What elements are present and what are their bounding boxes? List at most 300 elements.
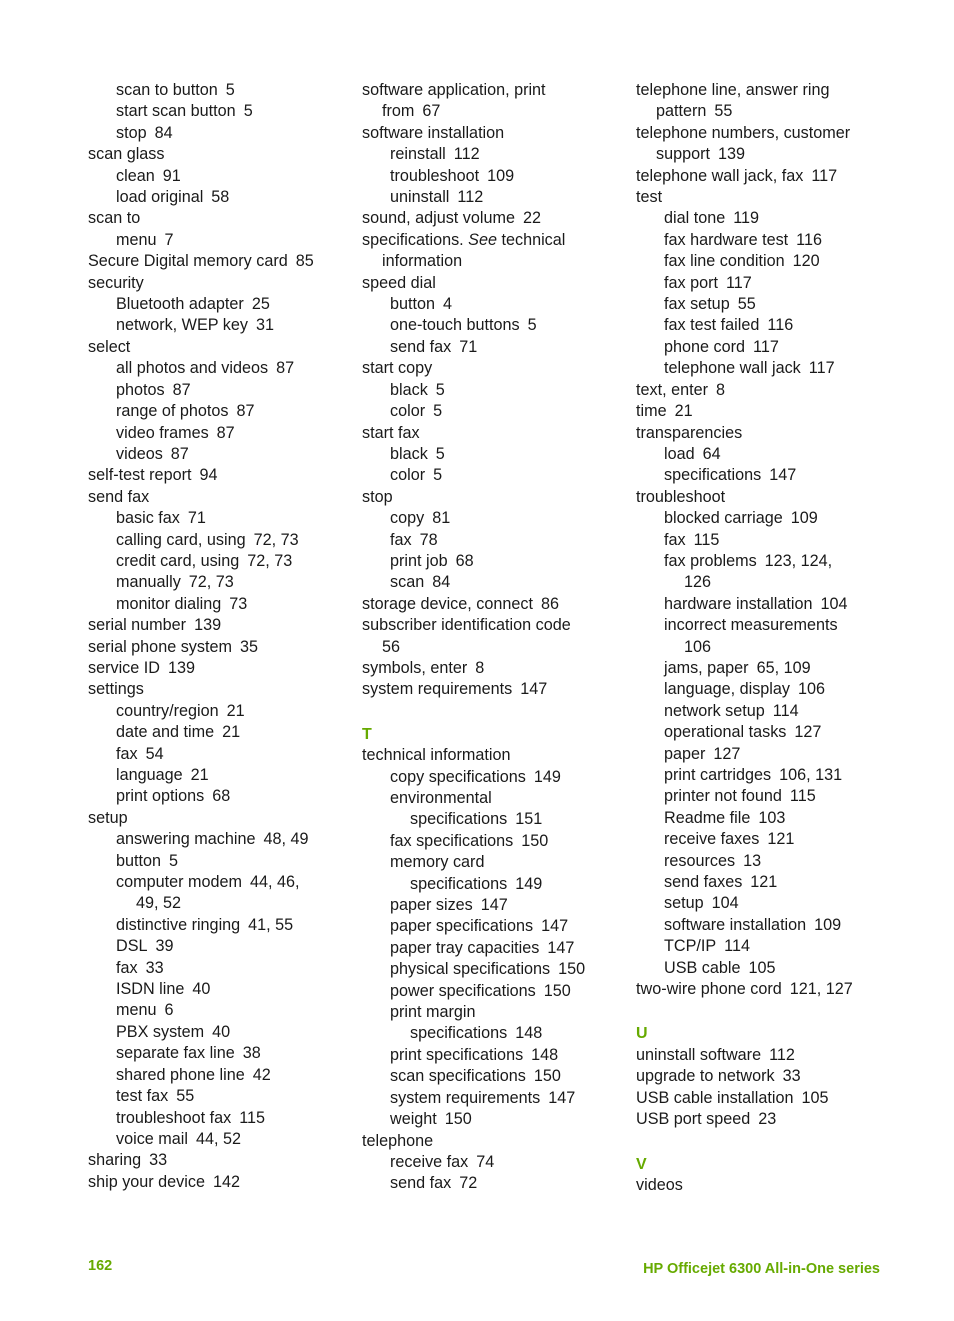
index-entry — [362, 230, 624, 251]
entry-page-link[interactable]: 84 — [432, 573, 451, 592]
entry-term: scan to — [88, 209, 141, 228]
entry-page-link[interactable]: 8 — [475, 658, 485, 677]
entry-page-link[interactable]: 72 — [459, 1174, 478, 1193]
index-subentry — [390, 959, 624, 980]
entry-term: monitor dialing — [116, 594, 222, 613]
entry-term: service ID — [88, 658, 160, 677]
index-subentry — [390, 938, 624, 959]
entry-page-link[interactable]: 33 — [145, 958, 164, 977]
entry-term: fax hardware test — [664, 230, 789, 249]
entry-page-link[interactable]: 68 — [455, 551, 474, 570]
entry-term: serial phone system — [88, 637, 232, 656]
index-subentry — [390, 380, 624, 401]
entry-page-link[interactable]: 78 — [419, 530, 438, 549]
entry-page-link[interactable]: 21 — [222, 723, 241, 742]
entry-term: load original — [116, 188, 204, 207]
index-subentry — [390, 337, 624, 358]
entry-page-link[interactable]: 106 — [798, 680, 826, 699]
index-entry — [362, 273, 624, 294]
entry-page-link[interactable]: 121 — [750, 873, 778, 892]
entry-page-link[interactable]: 149 — [515, 874, 543, 893]
index-subentry — [664, 808, 898, 829]
entry-page-link[interactable]: 84 — [154, 123, 173, 142]
entry-term: test fax — [116, 1087, 169, 1106]
entry-term: telephone wall jack — [664, 359, 801, 378]
entry-page-link[interactable]: 104 — [820, 594, 848, 613]
entry-term: jams, paper — [664, 658, 749, 677]
entry-term: pattern — [656, 102, 707, 121]
entry-page-link[interactable]: 121 — [767, 830, 795, 849]
entry-page-link[interactable]: 109 — [487, 166, 515, 185]
index-subentry — [390, 444, 624, 465]
entry-term: fax — [116, 744, 138, 763]
entry-page-link[interactable]: 48, 49 — [263, 830, 309, 849]
entry-page-link[interactable]: 112 — [769, 1045, 795, 1064]
entry-term: language, display — [664, 680, 790, 699]
entry-page-link[interactable]: 74 — [476, 1152, 495, 1171]
entry-page-link[interactable]: 109 — [790, 509, 818, 528]
index-subentry — [116, 401, 350, 422]
entry-page-link[interactable]: 64 — [702, 444, 721, 463]
entry-term: USB cable — [664, 958, 741, 977]
entry-term: software application, print — [362, 81, 546, 99]
entry-term: menu — [116, 1001, 157, 1020]
entry-page-link[interactable]: 41, 55 — [248, 915, 294, 934]
index-subentry — [116, 294, 350, 315]
index-entry — [88, 1150, 350, 1171]
entry-term: distinctive ringing — [116, 915, 241, 934]
entry-term: printer not found — [664, 787, 782, 806]
entry-term: copy specifications — [390, 767, 526, 786]
entry-page-link[interactable]: 116 — [767, 316, 794, 335]
entry-term: self-test report — [88, 466, 192, 485]
entry-term: black — [390, 380, 428, 399]
entry-page-link[interactable]: 87 — [236, 402, 255, 421]
entry-term: stop — [362, 487, 393, 506]
entry-term: print cartridges — [664, 766, 772, 784]
index-entry — [636, 123, 898, 144]
entry-page-link[interactable]: 112 — [453, 145, 480, 164]
entry-term: ship your device — [88, 1172, 205, 1191]
entry-term: dial tone — [664, 209, 726, 228]
entry-term: scan glass — [88, 145, 165, 164]
entry-page-link[interactable]: 81 — [432, 509, 451, 528]
index-subentry — [390, 572, 624, 593]
entry-term: operational tasks — [664, 723, 787, 742]
index-subentry — [390, 465, 624, 486]
index-subentry — [664, 315, 898, 336]
entry-page-link[interactable]: 121, 127 — [789, 980, 853, 999]
index-entry — [88, 208, 350, 229]
entry-page-link[interactable]: 44, 46, — [249, 873, 300, 892]
index-entry — [362, 1131, 624, 1152]
entry-term: menu — [116, 230, 157, 249]
entry-term: send fax — [390, 337, 452, 356]
index-entry — [362, 658, 624, 679]
entry-page-link[interactable]: 94 — [199, 466, 218, 485]
index-subentry — [116, 530, 350, 551]
entry-term: fax setup — [664, 295, 730, 314]
entry-term: storage device, connect — [362, 594, 533, 613]
entry-page-link[interactable]: 33 — [149, 1151, 168, 1170]
entry-page-link[interactable]: 139 — [167, 658, 195, 677]
index-continuation — [136, 893, 350, 914]
entry-page-link[interactable]: 87 — [172, 380, 191, 399]
index-subentry — [116, 572, 350, 593]
index-subentry — [116, 315, 350, 336]
entry-page-link[interactable]: 115 — [693, 530, 720, 549]
index-entry — [636, 401, 898, 422]
entry-term: troubleshoot — [636, 487, 726, 506]
entry-page-link[interactable]: 148 — [515, 1024, 543, 1043]
entry-page-link[interactable]: 71 — [459, 337, 478, 356]
index-subentry — [116, 358, 350, 379]
index-continuation — [684, 637, 898, 658]
entry-page-link[interactable]: 127 — [713, 744, 741, 763]
entry-page-link[interactable]: 8 — [715, 380, 725, 399]
entry-page-link[interactable]: 40 — [192, 980, 211, 999]
entry-page-link[interactable]: 139 — [194, 616, 222, 635]
entry-page-link[interactable]: 25 — [251, 295, 270, 314]
index-entry — [636, 187, 898, 208]
entry-page-link[interactable]: 40 — [212, 1022, 231, 1041]
entry-term: troubleshoot fax — [116, 1108, 232, 1127]
entry-page-link[interactable]: 13 — [743, 851, 762, 870]
entry-term: date and time — [116, 723, 215, 742]
index-subentry — [664, 594, 898, 615]
entry-term: telephone numbers, customer — [636, 123, 851, 142]
entry-page-link[interactable]: 103 — [758, 808, 786, 827]
index-subentry — [116, 744, 350, 765]
entry-page-link[interactable]: 5 — [527, 316, 537, 335]
entry-term: security — [88, 273, 144, 292]
index-subentry — [116, 594, 350, 615]
index-subentry — [664, 230, 898, 251]
index-subentry — [664, 358, 898, 379]
index-entry — [88, 615, 350, 636]
entry-page-link[interactable]: 109 — [814, 915, 842, 934]
index-continuation — [410, 874, 624, 895]
entry-page-link[interactable]: 127 — [794, 723, 822, 742]
index-continuation — [656, 144, 898, 165]
entry-page-link[interactable]: 5 — [435, 444, 445, 463]
index-subentry — [390, 767, 624, 788]
entry-page-link[interactable]: 112 — [457, 188, 484, 207]
entry-term: troubleshoot — [390, 166, 480, 185]
entry-page-link[interactable]: 67 — [422, 102, 441, 121]
entry-page-link[interactable]: 72, 73 — [253, 530, 299, 549]
index-subentry — [390, 852, 624, 873]
index-entry — [362, 80, 624, 101]
index-subentry — [390, 1045, 624, 1066]
entry-term: software installation — [664, 915, 807, 934]
index-entry — [636, 979, 898, 1000]
index-entry — [88, 144, 350, 165]
entry-term: one-touch buttons — [390, 316, 520, 335]
index-subentry — [390, 530, 624, 551]
entry-term: scan — [390, 573, 425, 592]
entry-term: memory card — [390, 853, 485, 872]
index-column-2 — [362, 80, 624, 1195]
entry-page-link[interactable]: 44, 52 — [195, 1129, 241, 1148]
entry-page-link[interactable]: 21 — [674, 402, 693, 421]
index-subentry — [116, 423, 350, 444]
entry-term: setup — [88, 808, 128, 827]
section-letter-t: T — [362, 725, 372, 743]
index-subentry — [390, 166, 624, 187]
entry-term: serial number — [88, 616, 187, 635]
entry-page-link[interactable]: 5 — [433, 466, 443, 485]
entry-term: speed dial — [362, 273, 436, 292]
index-subentry — [390, 1088, 624, 1109]
index-entry — [636, 487, 898, 508]
index-continuation — [410, 809, 624, 830]
entry-page-link[interactable]: 38 — [242, 1044, 261, 1063]
entry-page-link[interactable]: 114 — [772, 701, 799, 720]
entry-page-link[interactable]: 117 — [811, 166, 838, 185]
entry-page-link[interactable]: 54 — [145, 744, 164, 763]
index-subentry — [664, 829, 898, 850]
entry-term: basic fax — [116, 509, 180, 528]
entry-page-link[interactable]: 150 — [521, 831, 549, 850]
index-subentry — [390, 1152, 624, 1173]
index-entry — [88, 637, 350, 658]
entry-term: sharing — [88, 1151, 142, 1170]
entry-term: receive faxes — [664, 830, 760, 849]
entry-page-link[interactable]: 147 — [520, 680, 548, 699]
entry-term: upgrade to network — [636, 1067, 775, 1086]
entry-term: from — [382, 102, 415, 121]
index-subentry — [664, 679, 898, 700]
entry-term: shared phone line — [116, 1065, 245, 1084]
entry-page-link[interactable]: 72, 73 — [188, 573, 234, 592]
entry-term: network setup — [664, 701, 765, 720]
index-subentry — [116, 551, 350, 572]
index-entry — [636, 380, 898, 401]
entry-page-link[interactable]: 55 — [176, 1087, 195, 1106]
index-subentry — [664, 444, 898, 465]
entry-page-link[interactable]: 5 — [225, 81, 235, 99]
entry-term: telephone — [362, 1131, 434, 1150]
entry-term: manually — [116, 573, 181, 592]
entry-page-link[interactable]: 5 — [433, 402, 443, 421]
index-subentry — [390, 294, 624, 315]
entry-page-link[interactable]: 147 — [541, 917, 569, 936]
index-subentry — [116, 765, 350, 786]
entry-page-link[interactable]: 114 — [724, 937, 750, 956]
entry-page-link[interactable]: 119 — [733, 209, 760, 228]
entry-page-link[interactable]: 150 — [558, 960, 586, 979]
entry-term: uninstall software — [636, 1045, 762, 1064]
index-subentry — [664, 872, 898, 893]
index-continuation — [656, 101, 898, 122]
entry-page-link[interactable]: 6 — [164, 1001, 174, 1020]
entry-page-link[interactable]: 148 — [531, 1045, 559, 1064]
entry-term: color — [390, 466, 426, 485]
entry-term: TCP/IP — [664, 937, 717, 956]
entry-page-link[interactable]: 21 — [226, 701, 245, 720]
entry-term: start scan button — [116, 102, 236, 121]
entry-term: fax specifications — [390, 831, 514, 850]
index-entry — [88, 273, 350, 294]
index-subentry — [116, 936, 350, 957]
index-entry — [88, 679, 350, 700]
entry-page-link[interactable]: 150 — [533, 1067, 561, 1086]
entry-page-link[interactable]: 106, 131 — [779, 766, 843, 784]
entry-page-link[interactable]: 147 — [548, 1088, 576, 1107]
entry-page-link[interactable]: 150 — [543, 981, 571, 1000]
entry-page-link[interactable]: 73 — [229, 594, 248, 613]
entry-term: send fax — [390, 1174, 452, 1193]
entry-term: specifications — [410, 810, 508, 829]
index-subentry — [390, 916, 624, 937]
entry-term: two-wire phone cord — [636, 980, 782, 999]
entry-page-link[interactable]: 31 — [255, 316, 274, 335]
entry-page-link[interactable]: 86 — [540, 594, 559, 613]
index-subentry — [116, 1022, 350, 1043]
index-subentry — [390, 508, 624, 529]
index-entry — [362, 208, 624, 229]
entry-page-link[interactable]: 150 — [444, 1110, 472, 1129]
entry-page-link[interactable]: 116 — [796, 230, 822, 249]
index-subentry — [390, 831, 624, 852]
index-subentry — [116, 1043, 350, 1064]
entry-term: technical information — [362, 746, 511, 765]
index-entry — [88, 337, 350, 358]
entry-page-link[interactable]: 105 — [801, 1088, 829, 1107]
entry-term: Readme file — [664, 808, 751, 827]
index-subentry — [390, 1109, 624, 1130]
index-subentry — [116, 444, 350, 465]
entry-page-link[interactable]: 87 — [216, 423, 235, 442]
entry-page-link[interactable]: 7 — [164, 230, 174, 249]
entry-term: range of photos — [116, 402, 229, 421]
index-subentry — [664, 744, 898, 765]
entry-term: start copy — [362, 359, 433, 378]
index-subentry — [390, 1002, 624, 1023]
entry-page-link[interactable]: 39 — [155, 937, 174, 956]
entry-page-link[interactable]: 87 — [276, 359, 295, 378]
entry-page-link[interactable]: 65, 109 — [756, 658, 811, 677]
index-entry — [636, 166, 898, 187]
index-continuation — [684, 572, 898, 593]
index-subentry — [116, 829, 350, 850]
entry-term: copy — [390, 509, 425, 528]
entry-page-link[interactable]: 117 — [726, 273, 752, 292]
entry-term: environmental — [390, 789, 492, 807]
index-subentry — [664, 615, 898, 636]
entry-page-link[interactable]: 147 — [480, 896, 508, 915]
entry-term: weight — [390, 1110, 437, 1129]
index-subentry — [664, 893, 898, 914]
entry-page-link[interactable]: 117 — [753, 337, 779, 356]
index-subentry — [664, 208, 898, 229]
entry-term: computer modem — [116, 873, 242, 892]
entry-page-link[interactable]: 55 — [737, 295, 756, 314]
index-subentry — [390, 551, 624, 572]
entry-page-link[interactable]: 123, 124, — [764, 551, 833, 570]
entry-page-link[interactable]: 120 — [792, 252, 820, 271]
entry-term: scan specifications — [390, 1067, 526, 1086]
index-subentry — [664, 337, 898, 358]
entry-page-link[interactable]: 5 — [169, 851, 179, 870]
entry-term: physical specifications — [390, 960, 551, 979]
index-subentry — [116, 508, 350, 529]
entry-term: telephone line, answer ring — [636, 81, 830, 99]
entry-page-link[interactable]: 58 — [211, 188, 230, 207]
entry-term: paper specifications — [390, 917, 534, 936]
entry-page-link[interactable]: 5 — [435, 380, 445, 399]
entry-term: power specifications — [390, 981, 536, 1000]
entry-page-link[interactable]: 72, 73 — [247, 551, 293, 570]
entry-page-link[interactable]: 4 — [443, 295, 453, 314]
entry-term: USB port speed — [636, 1110, 751, 1129]
entry-page-link[interactable]: 21 — [190, 766, 209, 784]
index-entry — [88, 658, 350, 679]
index-column-3 — [636, 80, 898, 1196]
entry-term: language — [116, 766, 183, 784]
entry-term: stop — [116, 123, 147, 142]
entry-page-link[interactable]: 104 — [711, 894, 739, 913]
index-entry — [636, 1066, 898, 1087]
entry-term: support — [656, 145, 710, 164]
entry-page-link[interactable]: 115 — [239, 1108, 265, 1127]
entry-page-link[interactable]: 22 — [522, 209, 541, 228]
entry-term: button — [116, 851, 162, 870]
entry-page-link[interactable]: 91 — [162, 166, 181, 185]
entry-term: fax port — [664, 273, 718, 292]
entry-term: credit card, using — [116, 551, 240, 570]
entry-page-link[interactable]: 147 — [769, 466, 797, 485]
page-number: 162 — [88, 1258, 113, 1274]
entry-term: calling card, using — [116, 530, 246, 549]
entry-term: photos — [116, 380, 165, 399]
index-subentry — [664, 658, 898, 679]
entry-page-link[interactable]: 117 — [808, 359, 835, 378]
entry-page-link[interactable]: 23 — [758, 1110, 777, 1129]
entry-term: test — [636, 188, 663, 207]
entry-page-link[interactable]: 33 — [782, 1067, 801, 1086]
index-column-1 — [88, 80, 350, 1193]
entry-page-link[interactable]: 55 — [714, 102, 733, 121]
entry-page-link[interactable]: 85 — [295, 252, 314, 271]
entry-term: all photos and videos — [116, 359, 269, 378]
entry-page-link[interactable]: 151 — [515, 810, 543, 829]
entry-page-link[interactable]: 42 — [252, 1065, 271, 1084]
entry-page-link[interactable]: 139 — [718, 145, 746, 164]
entry-page-link[interactable]: 142 — [212, 1172, 240, 1191]
entry-term: select — [88, 337, 131, 356]
entry-term: subscriber identification code — [362, 616, 571, 635]
index-subentry — [116, 786, 350, 807]
entry-page-link[interactable]: 68 — [212, 787, 231, 806]
entry-page-link[interactable]: 5 — [243, 102, 253, 121]
entry-term: uninstall — [390, 188, 450, 207]
entry-term: system requirements — [362, 680, 513, 699]
index-entry — [362, 679, 624, 700]
entry-page-link[interactable]: 105 — [748, 958, 776, 977]
entry-page-link[interactable]: 147 — [547, 938, 575, 957]
entry-page-link[interactable]: 71 — [187, 509, 206, 528]
entry-page-link[interactable]: 87 — [170, 444, 189, 463]
index-entry — [362, 358, 624, 379]
entry-term: hardware installation — [664, 594, 813, 613]
entry-page-link[interactable]: 115 — [789, 787, 816, 806]
index-subentry — [664, 786, 898, 807]
index-subentry — [390, 1173, 624, 1194]
entry-page-link[interactable]: 35 — [239, 637, 258, 656]
entry-page-link[interactable]: 149 — [533, 767, 561, 786]
